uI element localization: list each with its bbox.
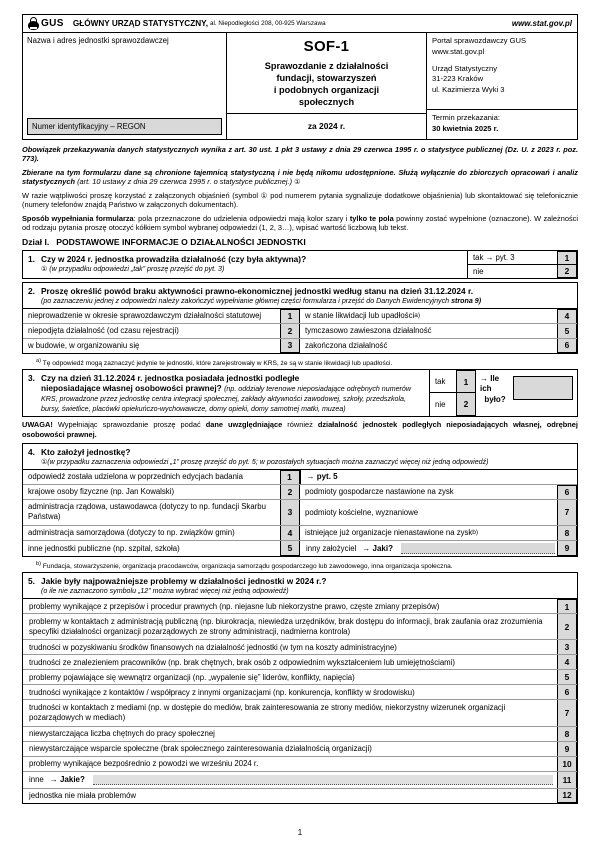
option-code-box[interactable]: 3	[280, 339, 300, 353]
option-right[interactable]	[300, 324, 577, 338]
question-5-header	[23, 573, 577, 598]
uwaga-lead: UWAGA!	[22, 419, 53, 429]
form-title-line-4: społecznych	[298, 97, 355, 108]
answer-code-box[interactable]: 2	[456, 393, 476, 416]
option-code-box[interactable]: 5	[557, 324, 577, 338]
option-row	[23, 338, 577, 353]
portal-line-2[interactable]: www.stat.gov.pl	[432, 46, 485, 56]
option-label: zakończona działalność	[305, 341, 388, 351]
question-2-note	[28, 297, 572, 305]
legal-paragraph-help: W razie wątpliwości proszę korzystać z załączonych objaśnień (symbol ① pod numerem pytania sygnalizuje dodatkowe objaśnienia) lub skontaktować się telefonicznie (numery telefonów znajdą Państwo w załączonych dokumentach).	[22, 190, 578, 209]
question-3-title-cont	[28, 383, 424, 413]
office-name: GŁÓWNY URZĄD STATYSTYCZNY,	[72, 19, 208, 28]
other-problem-prompt: → Jakie?	[49, 775, 85, 785]
option-row	[23, 470, 577, 484]
option-left[interactable]	[23, 339, 300, 353]
uwaga-bold-2: działalność jednostek podległych nieposiadających własnej, odrębnej osobowości prawnej.	[22, 419, 578, 439]
option-label-text: w stanie likwidacji lub upadłości	[305, 311, 415, 321]
option-label: problemy wynikające z przepisów i procedur prawnych (np. niejasne lub niekorzystne prawo, częste zmiany przepisów)	[29, 601, 440, 611]
legal-paragraph-instructions	[22, 214, 578, 232]
reporting-portal-info	[427, 33, 577, 109]
form-title-line-3: i podobnych organizacji	[273, 85, 380, 96]
option-code-box[interactable]: 1	[557, 599, 577, 613]
answer-code-box[interactable]: 1	[557, 251, 577, 264]
option-label: inny założyciel	[306, 543, 357, 553]
form-title-block	[227, 33, 426, 113]
list-item[interactable]	[23, 669, 577, 684]
option-label-text: istniejące już organizacje nienastawione na zysk	[305, 528, 473, 538]
question-4-footnote	[22, 560, 578, 572]
question-1-block	[22, 250, 578, 279]
list-item[interactable]	[23, 726, 577, 741]
option-right[interactable]	[300, 500, 577, 525]
option-label: problemy w kontaktach z administracją publiczną (np. biurokracja, niewiedza urzędników, brak dostępu do informacji, brak zaufania oraz zrozumienia specyfiki działalności organizacji pozarządowych ze strony administracji, nadmierna kontrola)	[29, 616, 543, 636]
option-row	[23, 525, 577, 540]
question-5-title	[28, 576, 572, 586]
regon-input[interactable]: Numer identyfikacyjny – REGON	[27, 118, 222, 135]
portal-line-5: ul. Kazimierza Wyki 3	[432, 85, 505, 95]
question-4-block	[22, 443, 578, 557]
question-3-row	[23, 370, 577, 416]
option-label: niewystarczające wsparcie społeczne (brak społecznego zainteresowania działalnością organizacji)	[29, 744, 372, 754]
option-code-box[interactable]: 7	[557, 500, 577, 525]
answer-code-box[interactable]: 1	[456, 370, 476, 393]
question-1-label: Czy w 2024 r. jednostka prowadziła działalność (czy była aktywna)?	[41, 253, 307, 264]
question-5-label: Jakie były najpoważniejsze problemy w działalności jednostki w 2024 r.?	[41, 576, 327, 587]
option-code-box[interactable]: 1	[280, 309, 300, 323]
question-3-block	[22, 369, 578, 417]
option-label: trudności w pozyskiwaniu środków finansowych na działalność jednostki (w tym na koszty administracyjne)	[29, 642, 397, 652]
question-4-note-text: (w przypadku zaznaczenia odpowiedzi „1” proszę przejść do pyt. 5; w pozostałych sytuacjach można zaznaczyć więcej niż jedną odpowiedź)	[47, 457, 489, 466]
gus-logo-icon	[28, 17, 39, 30]
question-3-number: 3.	[28, 372, 35, 383]
explanation-marker-icon: ①	[294, 177, 301, 186]
question-5-number: 5.	[28, 576, 35, 587]
option-label: jednostka nie miała problemów	[29, 791, 137, 801]
office-address: al. Niepodległości 208, 00-925 Warszawa	[209, 20, 326, 27]
option-label: problemy pojawiające się wewnątrz organizacji (np. „wypalenie się” liderów, konflikty, napięcia)	[29, 672, 355, 682]
list-item[interactable]	[23, 756, 577, 771]
question-2-label: Proszę określić powód braku aktywności prawno-ekonomicznej jednostki według stanu na dzień 31.12.2024 r.	[41, 285, 474, 296]
identity-left-column	[23, 33, 227, 139]
question-2-block	[22, 282, 578, 354]
instructions-end: powinny zostać wypełnione (oznaczone). W zależności od rodzaju pytania proszę otoczyć kółkiem symbol wybranej odpowiedzi (1, 2, 3…), wpisać wartość liczbową lub tekst.	[22, 213, 578, 232]
option-code-box[interactable]: 6	[557, 685, 577, 699]
deadline-block	[427, 109, 577, 139]
option-right	[301, 470, 578, 484]
other-problem-input[interactable]	[93, 775, 553, 785]
option-label: inne	[29, 775, 44, 785]
list-item[interactable]	[23, 699, 577, 725]
section-heading	[22, 237, 578, 247]
option-right[interactable]	[300, 526, 577, 540]
goto-pyt5-label: → pyt. 5	[306, 472, 338, 482]
deadline-label: Termin przekazania:	[432, 113, 500, 122]
regon-field-wrapper	[23, 115, 226, 139]
option-code-box[interactable]: 3	[280, 500, 300, 525]
count-prompt	[480, 374, 510, 405]
other-founder-row	[300, 541, 557, 556]
option-left[interactable]	[23, 470, 301, 484]
footnote-marker: b)	[36, 560, 41, 567]
option-code-box[interactable]: 3	[557, 640, 577, 654]
option-label: podmioty gospodarcze nastawione na zysk	[305, 487, 454, 497]
question-5-note: (o ile nie zaznaczono symbolu „12” można wybrać więcej niż jedną odpowiedź)	[41, 587, 289, 596]
footnote-marker: a)	[414, 312, 420, 320]
question-4-number: 4.	[28, 446, 35, 457]
question-2-title	[28, 286, 572, 296]
portal-line-4: 31-223 Kraków	[432, 74, 484, 84]
option-left[interactable]	[23, 526, 300, 540]
option-label: niewystarczająca liczba chętnych do pracy społecznej	[29, 729, 215, 739]
list-item[interactable]	[23, 684, 577, 699]
option-label: trudności ze znalezieniem pracowników (np. brak chętnych, brak osób z odpowiednim wykształceniem lub umiejętnościami)	[29, 657, 455, 667]
question-4-label: Kto założył jednostkę?	[41, 446, 131, 457]
gus-header-band	[22, 14, 578, 33]
legal-notices	[22, 145, 578, 232]
option-label	[300, 526, 557, 540]
list-item[interactable]	[23, 788, 577, 803]
answer-label: tak	[435, 376, 446, 386]
question-4-title	[28, 447, 572, 457]
option-label: problemy wynikające bezpośrednio z powodzi we wrześniu 2024 r.	[29, 759, 259, 769]
footnote-text: Tę odpowiedź mogą zaznaczyć jedynie te jednostki, które zarejestrowały w KRS, że są w stanie likwidacji lub upadłości.	[42, 359, 393, 367]
option-right[interactable]	[300, 339, 577, 353]
option-label: odpowiedź została udzielona w poprzednich edycjach badania	[28, 472, 243, 482]
option-code-box[interactable]: 9	[557, 541, 577, 556]
confidentiality-bold-text: Zbierane na tym formularzu dane są chronione tajemnicą statystyczną i nie będą nikomu udostępnione. Służą wyłącznie do zbiorczych opracowań i analiz statystycznych	[22, 167, 578, 186]
option-code-box[interactable]: 5	[280, 541, 300, 556]
option-code-box[interactable]: 10	[557, 757, 577, 771]
other-problem-row	[23, 772, 557, 788]
option-label: trudności wynikające z kontaktów / współpracy z innymi organizacjami (np. konkurencja, konflikty w środowisku)	[29, 687, 415, 697]
question-1-answer-no[interactable]	[468, 264, 577, 278]
option-label: niepodjęta działalność (od czasu rejestracji)	[28, 326, 179, 336]
option-row	[23, 499, 577, 525]
question-5-options	[23, 598, 577, 803]
footnote-text: Fundacja, stowarzyszenie, organizacja pracodawców, organizacja samorządu gospodarczego lub zawodowego, inna organizacja społeczna.	[42, 563, 453, 571]
question-3-count-section	[476, 370, 577, 416]
gus-wordmark: GUS	[41, 18, 64, 29]
uwaga-text-1: Wypełniając sprawozdanie proszę podać	[57, 419, 201, 429]
uwaga-text-2: również	[287, 419, 313, 429]
section-number: Dział I.	[22, 236, 50, 247]
question-3-yes-no	[430, 370, 476, 416]
question-3-title	[28, 373, 424, 383]
option-row	[23, 323, 577, 338]
deadline-value: 30 kwietnia 2025 r.	[432, 123, 499, 133]
count-input[interactable]	[513, 376, 573, 400]
question-1-answer-yes[interactable]	[468, 251, 577, 264]
form-title-line-1: Sprawozdanie z działalności	[264, 61, 389, 71]
option-code-box[interactable]: 4	[557, 309, 577, 323]
count-prompt-line-2: było?	[484, 394, 506, 404]
question-4-header	[23, 444, 577, 469]
option-code-box[interactable]: 12	[557, 789, 577, 803]
option-label: w budowie, w organizowaniu się	[28, 341, 140, 351]
option-code-box[interactable]: 7	[557, 700, 577, 725]
question-4-note	[28, 458, 572, 466]
count-prompt-line-1: → Ile ich	[480, 373, 500, 394]
option-code-box[interactable]: 6	[557, 485, 577, 499]
list-item[interactable]	[23, 639, 577, 654]
option-code-box[interactable]: 2	[280, 485, 300, 499]
option-row	[23, 309, 577, 323]
option-right	[300, 541, 577, 556]
question-2-footnote	[22, 357, 578, 369]
footnote-marker: b)	[472, 529, 479, 537]
instructions-bold-2: tylko te pola	[349, 213, 394, 223]
option-code-box[interactable]: 9	[557, 742, 577, 756]
form-title-line-2: fundacji, stowarzyszeń	[276, 73, 377, 84]
option-code-box[interactable]: 6	[557, 339, 577, 353]
question-1-answers	[467, 251, 577, 278]
option-left[interactable]	[23, 541, 300, 556]
option-code-box[interactable]: 2	[280, 324, 300, 338]
option-right[interactable]	[300, 309, 577, 323]
form-code: SOF-1	[303, 38, 350, 55]
question-1-note-text: (w przypadku odpowiedzi „tak” proszę przejść do pyt. 3)	[49, 264, 225, 273]
option-left[interactable]	[23, 309, 300, 323]
option-label: nieprowadzenie w okresie sprawozdawczym działalności statutowej	[28, 311, 262, 321]
reporting-period: za 2024 r.	[227, 113, 426, 139]
option-label: administracja rządowa, ustawodawca (dotyczy to np. fundacji Skarbu Państwa)	[28, 502, 266, 522]
question-3-text	[23, 370, 429, 416]
question-3-answers	[429, 370, 577, 416]
answer-code-box[interactable]: 2	[557, 265, 577, 278]
instructions-mid: : pola przeznaczone do udzielenia odpowiedzi mają kolor szary i	[133, 213, 348, 223]
question-3-note: (np. oddziały terenowe nieposiadające odrębnych numerów KRS, prowadzone przez jednostkę centra integracji społecznej, zakłady aktywności zawodowej, szkoły, przedszkola, bursy, świetlice, placówki opiekuńczo-wychowawcze, domy opieki, domy samotnej matki, muzea)	[41, 384, 411, 413]
answer-label: nie	[473, 266, 484, 276]
question-1-text	[23, 251, 467, 278]
list-item[interactable]	[23, 741, 577, 756]
question-1-row	[23, 251, 577, 278]
list-item[interactable]	[23, 654, 577, 669]
question-3-label-line-1: Czy na dzień 31.12.2024 r. jednostka posiadała jednostki podległe	[41, 372, 300, 383]
gus-website-link[interactable]: www.stat.gov.pl	[511, 19, 572, 28]
question-3-answer-no[interactable]	[430, 392, 476, 416]
option-label: krajowe osoby fizyczne (np. Jan Kowalski)	[28, 487, 175, 497]
portal-line-3: Urząd Statystyczny	[432, 63, 497, 73]
question-2-options	[23, 308, 577, 353]
option-label: inne jednostki publiczne (np. szpital, szkoła)	[28, 543, 180, 553]
option-code-box[interactable]: 8	[557, 526, 577, 540]
page-number: 1	[297, 828, 303, 837]
question-1-number: 1.	[28, 253, 35, 264]
option-label: trudności w kontaktach z mediami (np. w dostępie do mediów, brak zainteresowania ze strony mediów, niekorzystny wizerunek organizacji pozarządowych w mediach)	[29, 702, 506, 723]
option-code-box[interactable]: 8	[557, 727, 577, 741]
section-title: PODSTAWOWE INFORMACJE O DZIAŁALNOŚCI JEDNOSTKI	[56, 236, 306, 247]
option-code-box[interactable]: 5	[557, 670, 577, 684]
option-right[interactable]	[300, 485, 577, 499]
identity-center-column	[227, 33, 427, 139]
list-item[interactable]	[23, 599, 577, 613]
question-2-note-page-ref: strona 9)	[451, 296, 482, 305]
question-5-block	[22, 572, 578, 804]
option-left[interactable]	[23, 500, 300, 525]
option-left[interactable]	[23, 324, 300, 338]
option-code-box[interactable]: 1	[280, 470, 300, 484]
option-code-box[interactable]: 2	[557, 614, 577, 639]
option-row	[23, 484, 577, 499]
option-code-box[interactable]: 4	[280, 526, 300, 540]
other-founder-input[interactable]	[401, 543, 555, 554]
option-label: podmioty kościelne, wyznaniowe	[305, 507, 419, 517]
option-label: administracja samorządowa (dotyczy to np. związków gmin)	[28, 528, 235, 538]
explanation-marker-icon: ①	[41, 457, 48, 466]
option-code-box[interactable]: 4	[557, 655, 577, 669]
explanation-marker-icon: ①	[41, 264, 48, 273]
confidentiality-citation: (art. 10 ustawy z dnia 29 czerwca 1995 r. o statystyce publicznej.)	[77, 176, 293, 186]
unit-name-address-label: Nazwa i adres jednostki sprawozdawczej	[27, 36, 169, 45]
list-item-other	[23, 771, 577, 788]
other-founder-prompt: → Jaki?	[362, 543, 393, 553]
question-2-number: 2.	[28, 285, 35, 296]
question-2-header	[23, 283, 577, 308]
answer-label: tak → pyt. 3	[473, 252, 515, 262]
identity-table	[22, 33, 578, 140]
identity-right-column	[427, 33, 577, 139]
option-code-box[interactable]: 11	[557, 772, 577, 788]
portal-line-1: Portal sprawozdawczy GUS	[432, 36, 527, 45]
question-3-answer-yes[interactable]	[430, 370, 476, 393]
question-1-title	[28, 254, 462, 264]
footnote-marker: a)	[36, 357, 41, 364]
question-4-options	[23, 469, 577, 556]
legal-paragraph-obligation: Obowiązek przekazywania danych statystycznych wynika z art. 30 ust. 1 pkt 3 ustawy z dnia 29 czerwca 1995 r. o statystyce publicznej (Dz. U. z 2023 r. poz. 773).	[22, 144, 578, 163]
question-3-label-line-2: nieposiadające własnej osobowości prawnej?	[41, 382, 222, 393]
option-label	[300, 309, 557, 323]
list-item[interactable]	[23, 613, 577, 639]
option-label: tymczasowo zawieszona działalność	[305, 326, 432, 336]
option-left[interactable]	[23, 485, 300, 499]
instructions-lead: Sposób wypełniania formularza	[22, 213, 134, 223]
question-1-note	[28, 265, 462, 273]
uwaga-notice	[22, 420, 578, 440]
uwaga-bold-1: dane uwzględniające	[205, 419, 283, 429]
legal-paragraph-confidentiality	[22, 168, 578, 186]
form-title	[231, 60, 422, 109]
option-row	[23, 540, 577, 556]
question-2-note-text: (po zaznaczeniu jednej z odpowiedzi należy zakończyć wypełnianie głównej części formularza i przejść do Danych Ewidencyjnych	[41, 296, 450, 305]
answer-label: nie	[435, 400, 446, 409]
